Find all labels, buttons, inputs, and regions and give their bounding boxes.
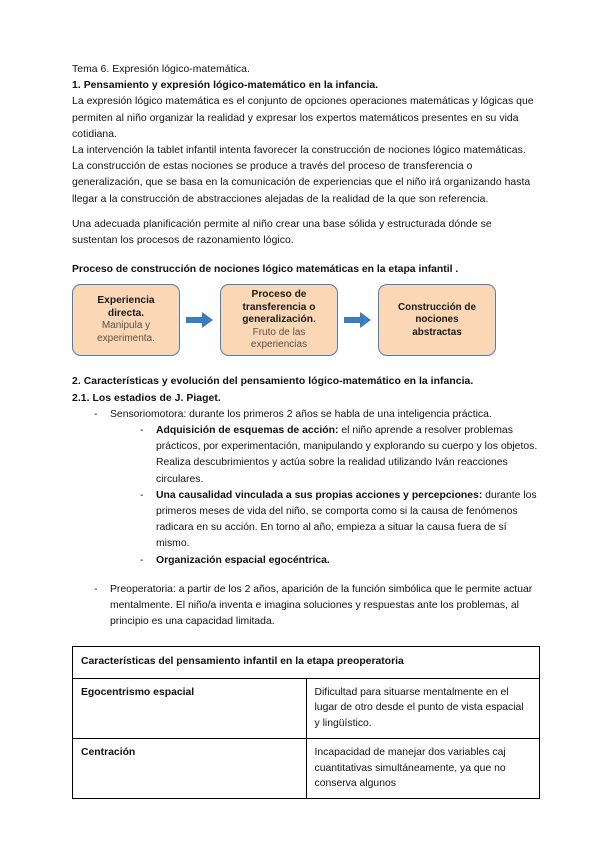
diagram-box-2-line-4: Fruto de las xyxy=(252,326,306,338)
bullet-dash: - xyxy=(94,408,98,420)
document-title: Tema 6. Expresión lógico-matemática. xyxy=(72,64,250,75)
section-2-subheading: 2.1. Los estadios de J. Piaget. xyxy=(72,392,221,404)
diagram-box-2-line-2: transferencia o xyxy=(242,301,316,313)
paragraph-spacer xyxy=(72,208,540,217)
diagram-box-1-line-3: Manipula y xyxy=(101,320,151,332)
right-arrow-icon xyxy=(344,311,372,329)
paragraph-2: La intervención la tablet infantil intenta favorecer la construcción de nociones lógico matemáticas. xyxy=(72,145,526,157)
list-item-adquisicion-esquemas xyxy=(72,423,540,488)
list-item-preoperatoria xyxy=(72,582,540,631)
diagram-box-3-line-3: abstractas xyxy=(412,326,462,338)
table-cell-term: Egocentrismo espacial xyxy=(73,678,307,738)
list-item-text: Sensoriomotora: durante los primeros 2 años se habla de una inteligencia práctica. xyxy=(110,408,492,420)
list-item-sensoriomotora xyxy=(72,407,540,423)
diagram-box-construccion-nociones xyxy=(378,284,496,356)
diagram-box-3-line-2: nociones xyxy=(415,314,459,326)
section-1-heading: 1. Pensamiento y expresión lógico-matemático en la infancia. xyxy=(72,80,379,92)
diagram-spacer xyxy=(72,249,540,262)
section-2-heading: 2. Características y evolución del pensamiento lógico-matemático en la infancia. xyxy=(72,376,474,388)
table-header-row xyxy=(73,647,540,678)
preoperatoria-spacer xyxy=(72,569,540,582)
process-diagram xyxy=(72,282,496,358)
diagram-box-2-line-3: generalización. xyxy=(242,314,316,326)
list-item-text: durante los primeros meses de vida del niño, se comporta como si la causa de fenómenos radicara en su acción. En torno al año, empieza a situar la causa fuera de sí mismo. xyxy=(156,489,537,550)
table-cell-term: Centración xyxy=(73,739,307,799)
diagram-title: Proceso de construcción de nociones lógico matemáticas en la etapa infantil . xyxy=(72,264,459,276)
list-item-term: Organización espacial egocéntrica. xyxy=(156,554,330,566)
paragraph-3: La construcción de estas nociones se produce a través del proceso de transferencia o generalización, que se basa en la comunicación de experiencias que el niño irá organizando hasta llegar a la construcción de abstracciones alejadas de la realidad de la que son referencia. xyxy=(72,161,531,205)
paragraph-1: La expresión lógico matemática es el conjunto de opciones operaciones matemáticas y lógicas que permiten al niño organizar la realidad y expresar los expertos matemáticos presentes en su vida cotidiana. xyxy=(72,96,534,140)
list-item-text: el niño aprende a resolver problemas prácticos, por experimentación, manipulando y explorando su cuerpo y los objetos. Realiza descubrimientos y actúa sobre la realidad utilizando Iván reacciones circulares. xyxy=(156,425,538,485)
diagram-box-proceso-transferencia xyxy=(220,284,338,356)
bullet-dash: - xyxy=(94,583,98,595)
list-item-causalidad-vinculada xyxy=(72,488,540,553)
table-header-cell: Características del pensamiento infantil en la etapa preoperatoria xyxy=(73,647,540,678)
diagram-box-2-line-5: experiencias xyxy=(250,339,308,351)
table-cell-description: Dificultad para situarse mentalmente en el lugar de otro desde el punto de vista espacial y lingüístico. xyxy=(306,678,540,738)
list-item-term: Una causalidad vinculada a sus propias acciones y percepciones: xyxy=(156,489,483,501)
bullet-dash: - xyxy=(140,554,144,566)
diagram-box-1-line-2: directa. xyxy=(107,307,145,319)
right-arrow-icon xyxy=(186,311,214,329)
table-row xyxy=(73,678,540,738)
characteristics-table xyxy=(72,646,540,799)
table-cell-description: Incapacidad de manejar dos variables caj cuantitativas simultáneamente, ya que no conserva algunos xyxy=(306,739,540,799)
arrow-slot-1 xyxy=(180,311,220,329)
bullet-dash: - xyxy=(140,425,144,437)
paragraph-4: Una adecuada planificación permite al niño crear una base sólida y estructurada dónde se sustentan los procesos de razonamiento lógico. xyxy=(72,218,492,247)
diagram-box-1-line-4: experimenta. xyxy=(97,333,155,345)
arrow-slot-2 xyxy=(338,311,378,329)
diagram-box-3-line-1: Construcción de xyxy=(398,301,476,313)
section-2-spacer xyxy=(72,358,540,374)
list-item-organizacion-espacial xyxy=(72,553,540,569)
document-body xyxy=(72,62,540,799)
diagram-box-2-line-1: Proceso de xyxy=(251,288,307,300)
diagram-box-experiencia-directa xyxy=(72,284,180,356)
table-row xyxy=(73,739,540,799)
diagram-box-1-line-1: Experiencia xyxy=(97,295,155,307)
list-item-term: Adquisición de esquemas de acción: xyxy=(156,425,339,437)
bullet-dash: - xyxy=(140,489,144,501)
list-item-text: Preoperatoria: a partir de los 2 años, aparición de la función simbólica que le permite actuar mentalmente. El niño/a inventa e imagina soluciones y respuestas ante los problemas, al principio es una capacidad limitada. xyxy=(110,583,533,628)
